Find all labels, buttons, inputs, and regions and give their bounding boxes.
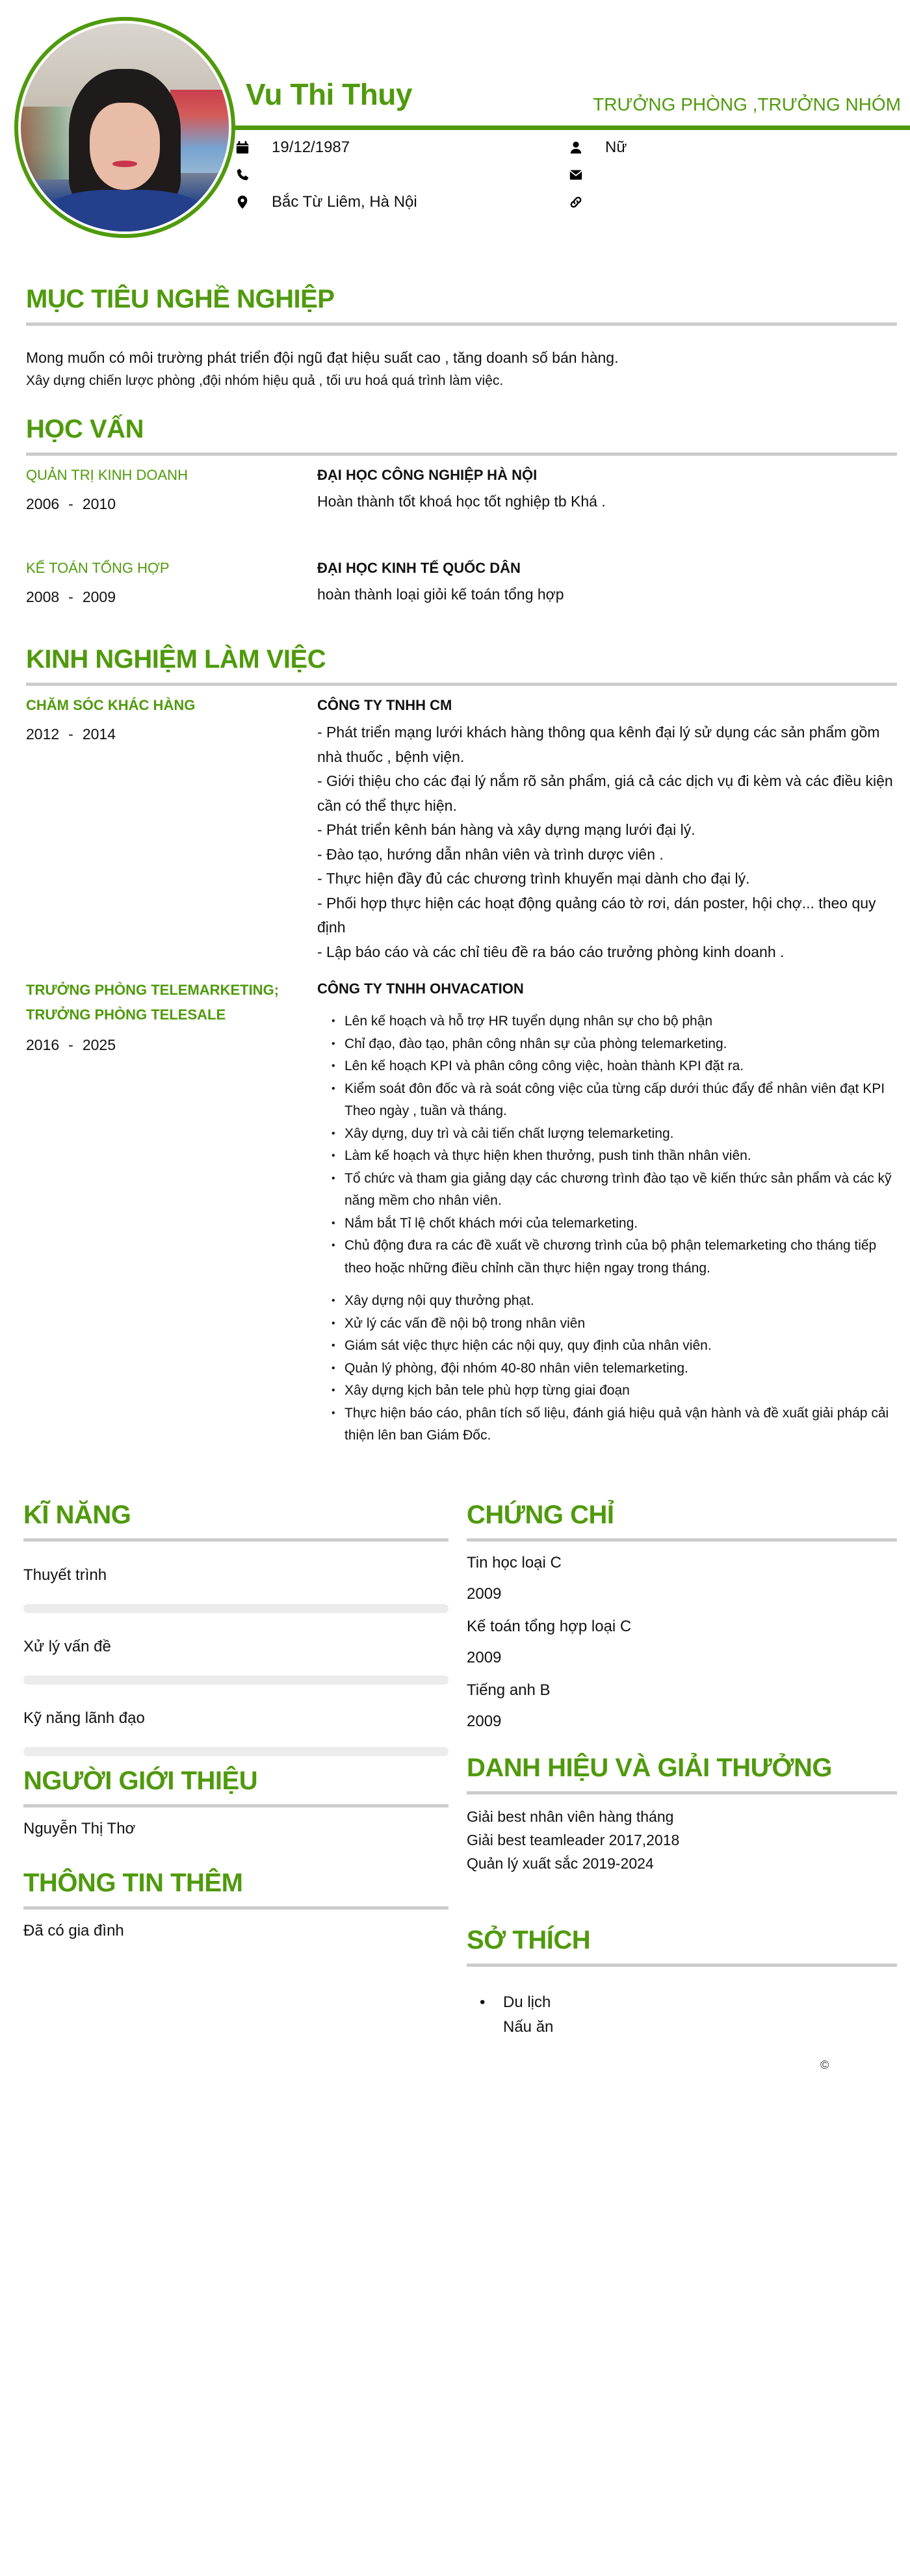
job-duties-list (332, 1010, 897, 1280)
job-duty: • Kiểm soát đôn đốc và rà soát công việc của từng cấp dưới thúc đẩy để nhân viên đạt KPI Theo ngày , tuần và tháng. (332, 1078, 897, 1123)
skill-level-bar (23, 1604, 448, 1613)
job-duty: • Làm kế hoạch và thực hiện khen thưởng, push tinh thần nhân viên. (332, 1145, 897, 1168)
certificate-name: Kế toán tổng hợp loại C (467, 1618, 632, 1635)
job-years: 2012 - 2014 (26, 726, 116, 743)
job-duty: • Xây dựng kịch bản tele phù hợp từng giai đoạn (332, 1380, 897, 1402)
section-title: THÔNG TIN THÊM (23, 1869, 243, 1897)
award-item: Giải best teamleader 2017,2018 (467, 1832, 680, 1848)
certificates-section (467, 1499, 897, 1733)
job-duty: - Phát triển mạng lưới khách hàng thông qua kênh đại lý sử dụng các sản phẩm gồm nhà thuốc , bệnh viện. (317, 724, 880, 765)
objective-text (26, 346, 897, 393)
objective-line: Xây dựng chiến lược phòng ,đội nhóm hiệu quả , tối ưu hoá quá trình làm việc. (26, 373, 504, 388)
phone-row (235, 161, 417, 189)
education-major: KẾ TOÁN TỔNG HỢP (26, 560, 170, 576)
job-position: TRƯỞNG PHÒNG TELEMARKETING; TRƯỞNG PHÒNG TELESALE (26, 982, 280, 1023)
skill-level-bar (23, 1747, 448, 1756)
section-divider (467, 1538, 897, 1542)
job-duty: - Phối hợp thực hiện các hoạt động quảng cáo tờ rơi, dán poster, hội chợ... theo quy định (317, 894, 876, 936)
hobbies-list (480, 1990, 897, 2040)
certificate-name: Tiếng anh B (467, 1681, 551, 1699)
job-duty: - Lập báo cáo và các chỉ tiêu đề ra báo cáo trưởng phòng kinh doanh . (317, 943, 785, 960)
avatar (14, 17, 235, 238)
profile-photo (21, 23, 229, 231)
address-row (235, 189, 417, 216)
education-years: 2006 - 2010 (26, 495, 116, 512)
education-item (26, 557, 897, 607)
header-divider (233, 125, 910, 130)
skill-name: Thuyết trình (23, 1566, 107, 1584)
job-years: 2016 - 2025 (26, 1036, 116, 1053)
job-duty: • Tổ chức và tham gia giảng dạy các chương trình đào tạo về kiến thức sản phẩm và các kỹ năng mềm cho nhân viên. (332, 1168, 897, 1213)
section-title: CHỨNG CHỈ (467, 1501, 614, 1529)
job-duties-list (332, 1290, 897, 1447)
education-major: QUẢN TRỊ KINH DOANH (26, 467, 188, 483)
gender: Nữ (605, 138, 627, 156)
award-item: Giải best nhân viên hàng tháng (467, 1808, 674, 1825)
experience-section (26, 644, 897, 686)
job-company: CÔNG TY TNHH CM (317, 697, 452, 713)
job-duty: - Phát triển kênh bán hàng và xây dựng mạng lưới đại lý. (317, 821, 696, 838)
hobby-item: Nấu ăn (503, 2018, 554, 2036)
section-title: DANH HIỆU VÀ GIẢI THƯỞNG (467, 1754, 832, 1782)
additional-info-section (23, 1867, 448, 1942)
education-years: 2008 - 2009 (26, 588, 116, 605)
copyright-icon: © (820, 2058, 829, 2071)
link-icon (569, 194, 583, 210)
skill-name: Kỹ năng lãnh đạo (23, 1709, 145, 1727)
certificate-year: 2009 (467, 1649, 502, 1666)
experience-item (26, 694, 897, 964)
section-title: SỞ THÍCH (467, 1926, 591, 1954)
job-position: CHĂM SÓC KHÁC HÀNG (26, 697, 196, 713)
job-company: CÔNG TY TNHH OHVACATION (317, 980, 524, 997)
job-duty: - Giới thiệu cho các đại lý nắm rõ sản phẩm, giá cả các dịch vụ đi kèm và các điều kiện cần có thể thực hiện. (317, 772, 893, 814)
job-duty: - Đào tạo, hướng dẫn nhân viên và trình dược viên . (317, 845, 664, 863)
contact-info-right (569, 134, 627, 216)
section-title: HỌC VẤN (26, 415, 144, 443)
skill-level-bar (23, 1676, 448, 1685)
section-divider (23, 1906, 448, 1910)
job-title: TRƯỞNG PHÒNG ,TRƯỞNG NHÓM (593, 94, 901, 114)
job-duty: - Thực hiện đầy đủ các chương trình khuyến mại dành cho đại lý. (317, 870, 750, 887)
job-duty: • Xử lý các vấn đề nội bộ trong nhân viên (332, 1313, 897, 1335)
section-title: KĨ NĂNG (23, 1501, 131, 1529)
additional-info-text: Đã có gia đình (23, 1922, 124, 1939)
candidate-name: Vu Thi Thuy (246, 77, 412, 111)
reference-name: Nguyễn Thị Thơ (23, 1820, 136, 1837)
education-school: ĐẠI HỌC KINH TẾ QUỐC DÂN (317, 560, 521, 576)
map-pin-icon (235, 194, 250, 210)
section-divider (26, 322, 897, 326)
section-divider (467, 1964, 897, 1967)
references-section (23, 1765, 448, 1840)
education-school: ĐẠI HỌC CÔNG NGHIỆP HÀ NỘI (317, 467, 538, 483)
envelope-icon (569, 167, 583, 183)
contact-info-left (235, 134, 417, 216)
skill-name: Xử lý vấn đề (23, 1638, 111, 1655)
cv-header (0, 0, 910, 247)
objective-section (26, 283, 897, 326)
education-description: hoàn thành loại giỏi kế toán tổng hợp (317, 586, 564, 603)
section-divider (26, 683, 897, 686)
email-row (569, 161, 627, 189)
calendar-icon (235, 140, 250, 155)
section-divider (467, 1791, 897, 1794)
hobby-item: • Du lịch (480, 1990, 897, 2015)
address: Bắc Từ Liêm, Hà Nội (272, 193, 417, 211)
section-divider (23, 1804, 448, 1807)
experience-item (26, 978, 897, 1447)
phone-icon (235, 167, 250, 183)
job-duty: • Xây dựng, duy trì và cải tiến chất lượng telemarketing. (332, 1123, 897, 1146)
job-duty: • Giám sát việc thực hiện các nội quy, quy định của nhân viên. (332, 1335, 897, 1358)
skills-section (23, 1499, 448, 1756)
awards-section (467, 1752, 897, 1875)
section-divider (23, 1538, 448, 1542)
birthday: 19/12/1987 (272, 138, 350, 156)
education-description: Hoàn thành tốt khoá học tốt nghiệp tb Khá . (317, 493, 606, 510)
award-item: Quản lý xuất sắc 2019-2024 (467, 1855, 654, 1872)
certificate-name: Tin học loại C (467, 1554, 562, 1571)
section-title: NGƯỜI GIỚI THIỆU (23, 1767, 258, 1795)
section-title: MỤC TIÊU NGHỀ NGHIỆP (26, 285, 335, 313)
certificate-year: 2009 (467, 1713, 502, 1730)
gender-row (569, 134, 627, 161)
job-duty: • Lên kế hoạch KPI và phân công công việc, hoàn thành KPI đặt ra. (332, 1055, 897, 1078)
job-description (317, 720, 897, 964)
website-row (569, 189, 627, 216)
job-duty: • Chủ động đưa ra các đề xuất về chương trình của bộ phận telemarketing cho tháng tiếp theo hoặc những điều chỉnh cần thực hiện ngay trong tháng. (332, 1235, 897, 1280)
job-duty: • Nắm bắt Tỉ lệ chốt khách mới của telemarketing. (332, 1213, 897, 1235)
education-section (26, 414, 897, 456)
job-duty: • Xây dựng nội quy thưởng phạt. (332, 1290, 897, 1313)
job-duty: • Thực hiện báo cáo, phân tích số liệu, đánh giá hiệu quả vận hành và đề xuất giải pháp cải thiện lên ban Giám Đốc. (332, 1402, 897, 1447)
hobbies-section (467, 1925, 897, 2040)
user-icon (569, 140, 583, 155)
birthday-row (235, 134, 417, 161)
certificate-year: 2009 (467, 1585, 502, 1603)
job-duty: • Chỉ đạo, đào tạo, phân công nhân sự của phòng telemarketing. (332, 1033, 897, 1056)
education-item (26, 464, 897, 514)
section-title: KINH NGHIỆM LÀM VIỆC (26, 645, 326, 674)
section-divider (26, 453, 897, 456)
job-duty: • Lên kế hoạch và hỗ trợ HR tuyển dụng nhân sự cho bộ phận (332, 1010, 897, 1033)
objective-line: Mong muốn có môi trường phát triển đội ngũ đạt hiệu suất cao , tăng doanh số bán hàng. (26, 349, 619, 366)
job-duty: • Quản lý phòng, đội nhóm 40-80 nhân viên telemarketing. (332, 1358, 897, 1380)
